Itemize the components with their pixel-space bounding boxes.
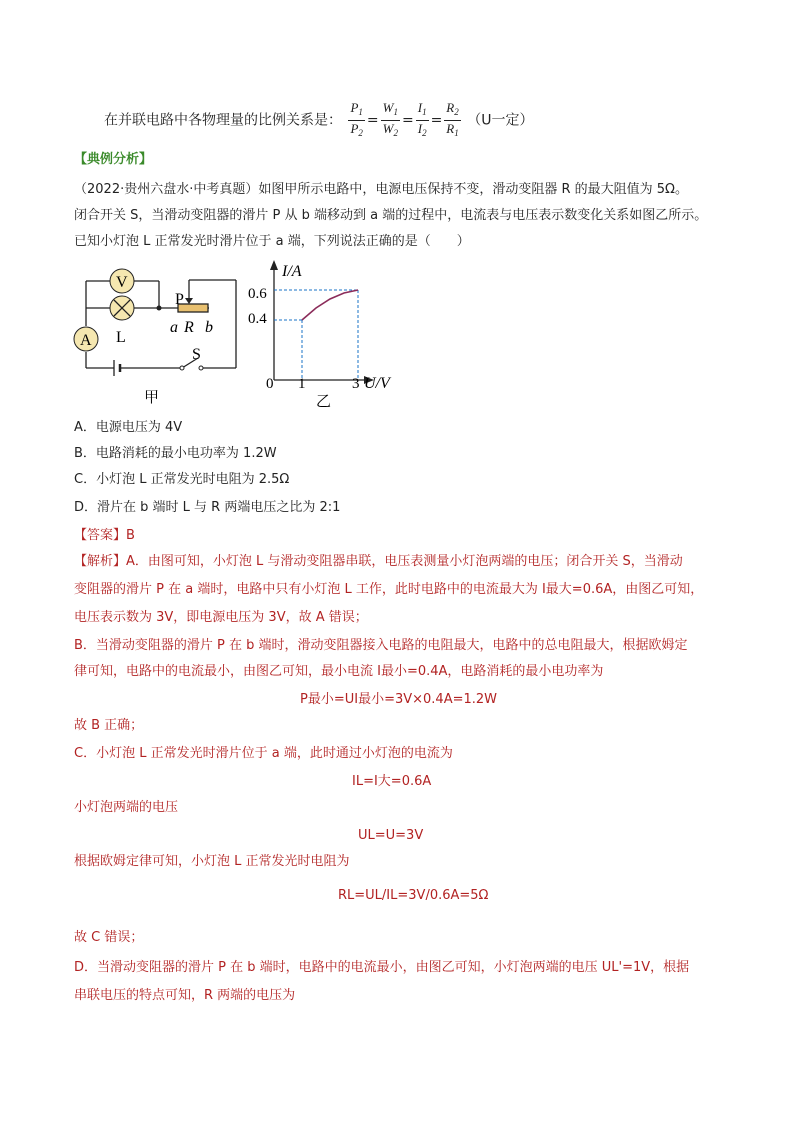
- answer: 【答案】B: [74, 528, 135, 543]
- label-p: P: [175, 291, 184, 308]
- label-v: V: [116, 274, 128, 291]
- analysis-line-1: 【解析】A．由图可知，小灯泡 L 与滑动变阻器串联，电压表测量小灯泡两端的电压；闭合开关 S，当滑动: [74, 554, 683, 569]
- option-b: B．电路消耗的最小电功率为 1.2W: [74, 446, 277, 461]
- option-d: D．滑片在 b 端时 L 与 R 两端电压之比为 2:1: [74, 500, 341, 515]
- analysis-line-12: 串联电压的特点可知，R 两端的电压为: [74, 988, 296, 1003]
- analysis-line-8: 小灯泡两端的电压: [74, 800, 179, 815]
- option-c: C．小灯泡 L 正常发光时电阻为 2.5Ω: [74, 472, 290, 487]
- intro-condition: （U一定）: [467, 112, 534, 129]
- equation-voltage: UL=U=3V: [358, 828, 424, 843]
- label-a: A: [80, 332, 92, 349]
- fraction-i: $\frac{I_1}{I_2}$: [417, 100, 427, 138]
- analysis-line-6: 故 B 正确；: [74, 718, 144, 733]
- section-title: 【典例分析】: [74, 152, 153, 167]
- intro-line: 在并联电路中各物理量的比例关系是： $\frac{P_1}{P_2}$ = $\frac{W_1}{W_2}$ = $\frac{I_1}{I_2}$ = $\frac{R_2}{R_1}$ （U一定）: [104, 100, 533, 141]
- label-l: L: [116, 329, 126, 346]
- analysis-line-9: 根据欧姆定律可知，小灯泡 L 正常发光时电阻为: [74, 854, 350, 869]
- equation-resistance: RL=UL/IL=3V/0.6A=5Ω: [338, 888, 489, 903]
- y-tick-0.6: 0.6: [248, 286, 267, 302]
- analysis-line-5: 律可知，电路中的电流最小，由图乙可知，最小电流 I最小=0.4A，电路消耗的最小电功率为: [74, 664, 604, 679]
- analysis-line-10: 故 C 错误；: [74, 930, 144, 945]
- x-tick-1: 1: [298, 376, 306, 392]
- analysis-line-3: 电压表示数为 3V，即电源电压为 3V，故 A 错误；: [74, 610, 368, 625]
- label-r: R: [184, 319, 194, 336]
- question-line-3: 已知小灯泡 L 正常发光时滑片位于 a 端，下列说法正确的是（ ）: [74, 234, 470, 249]
- circuit-caption: 甲: [144, 390, 160, 406]
- iu-graph: [244, 256, 414, 412]
- label-b-end: b: [205, 319, 213, 336]
- question-line-1: （2022·贵州六盘水·中考真题）如图甲所示电路中，电源电压保持不变，滑动变阻器 R 的最大阻值为 5Ω。: [74, 182, 688, 197]
- guide-lines: [274, 290, 358, 380]
- fraction-w: $\frac{W_1}{W_2}$: [382, 100, 398, 138]
- analysis-line-4: B．当滑动变阻器的滑片 P 在 b 端时，滑动变阻器接入电路的电阻最大，电路中的总电阻最大，根据欧姆定: [74, 638, 688, 653]
- intro-text: 在并联电路中各物理量的比例关系是：: [104, 112, 342, 129]
- fraction-p: $\frac{P_1}{P_2}$: [350, 100, 363, 138]
- data-curve: [302, 290, 358, 320]
- y-axis-label: I/A: [282, 263, 302, 280]
- circuit-diagram: [64, 258, 244, 408]
- analysis-line-7: C．小灯泡 L 正常发光时滑片位于 a 端，此时通过小灯泡的电流为: [74, 746, 453, 761]
- x-axis-label: U/V: [364, 375, 390, 392]
- question-line-2: 闭合开关 S，当滑动变阻器的滑片 P 从 b 端移动到 a 端的过程中，电流表与电压表示数变化关系如图乙所示。: [74, 208, 708, 223]
- equation-current: IL=I大=0.6A: [352, 774, 432, 789]
- label-a-end: a: [170, 319, 178, 336]
- x-tick-3: 3: [352, 376, 360, 392]
- option-a: A．电源电压为 4V: [74, 420, 183, 435]
- x-tick-0: 0: [266, 376, 274, 392]
- graph-caption: 乙: [316, 394, 332, 410]
- label-s: S: [192, 346, 201, 363]
- analysis-line-11: D．当滑动变阻器的滑片 P 在 b 端时，电路中的电流最小，由图乙可知，小灯泡两端的电压 UL'=1V，根据: [74, 960, 690, 975]
- equation-min-power: P最小=UI最小=3V×0.4A=1.2W: [300, 692, 498, 707]
- y-tick-0.4: 0.4: [248, 311, 267, 327]
- fraction-r: $\frac{R_2}{R_1}$: [446, 100, 459, 138]
- analysis-line-2: 变阻器的滑片 P 在 a 端时，电路中只有小灯泡 L 工作，此时电路中的电流最大为 I最大=0.6A，由图乙可知，: [74, 582, 704, 597]
